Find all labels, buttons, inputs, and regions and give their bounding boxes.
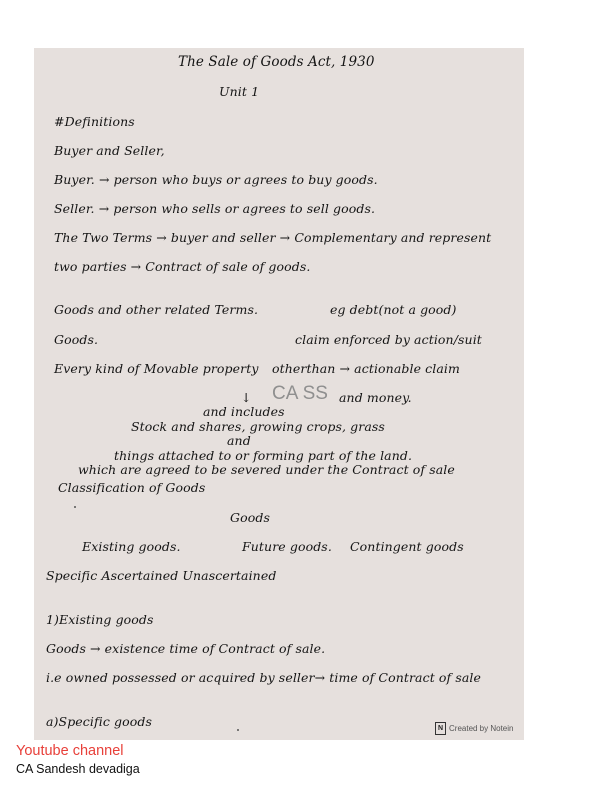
note-line: The Two Terms → buyer and seller → Complementary and represent (54, 230, 492, 245)
note-line: Unit 1 (219, 84, 260, 99)
note-line: Existing goods. (82, 539, 181, 554)
ink-dot (237, 729, 239, 731)
watermark: CA SS (272, 383, 328, 404)
note-line: and (227, 433, 251, 448)
note-line: which are agreed to be severed under the Contract of sale (78, 462, 455, 477)
ink-dot (74, 506, 76, 508)
credit-text: Created by Notein (449, 724, 514, 733)
note-line: claim enforced by action/suit (295, 332, 482, 347)
notein-credit (435, 722, 513, 735)
note-line: Stock and shares, growing crops, grass (131, 419, 385, 434)
note-line: and includes (203, 404, 285, 419)
author-name: CA Sandesh devadiga (16, 762, 140, 776)
note-line: and money. (339, 390, 412, 405)
note-line: Buyer and Seller, (54, 143, 165, 158)
note-line: i.e owned possessed or acquired by seller→ time of Contract of sale (46, 670, 481, 685)
youtube-channel-label: Youtube channel (16, 743, 124, 759)
notein-logo-icon: N (435, 722, 446, 735)
note-title: The Sale of Goods Act, 1930 (178, 54, 375, 70)
note-line: Contingent goods (350, 539, 464, 554)
note-line: otherthan → actionable claim (272, 361, 460, 376)
note-line: Seller. → person who sells or agrees to sell goods. (54, 201, 376, 216)
note-line: eg debt(not a good) (330, 302, 457, 317)
note-line: things attached to or forming part of the land. (114, 448, 413, 463)
note-line: Every kind of Movable property (54, 361, 259, 376)
note-line: Specific Ascertained Unascertained (46, 568, 277, 583)
section-heading: 1)Existing goods (46, 612, 154, 627)
note-line: Goods and other related Terms. (54, 302, 259, 317)
down-arrow: ↓ (241, 390, 252, 405)
section-heading: Classification of Goods (58, 480, 206, 495)
note-line: Goods → existence time of Contract of sale. (46, 641, 326, 656)
note-line: Goods. (54, 332, 99, 347)
note-line: Buyer. → person who buys or agrees to buy goods. (54, 172, 378, 187)
note-line: Future goods. (242, 539, 332, 554)
section-heading: a)Specific goods (46, 714, 152, 729)
note-line: Goods (230, 510, 270, 525)
note-line: two parties → Contract of sale of goods. (54, 259, 311, 274)
note-line: #Definitions (54, 114, 135, 129)
